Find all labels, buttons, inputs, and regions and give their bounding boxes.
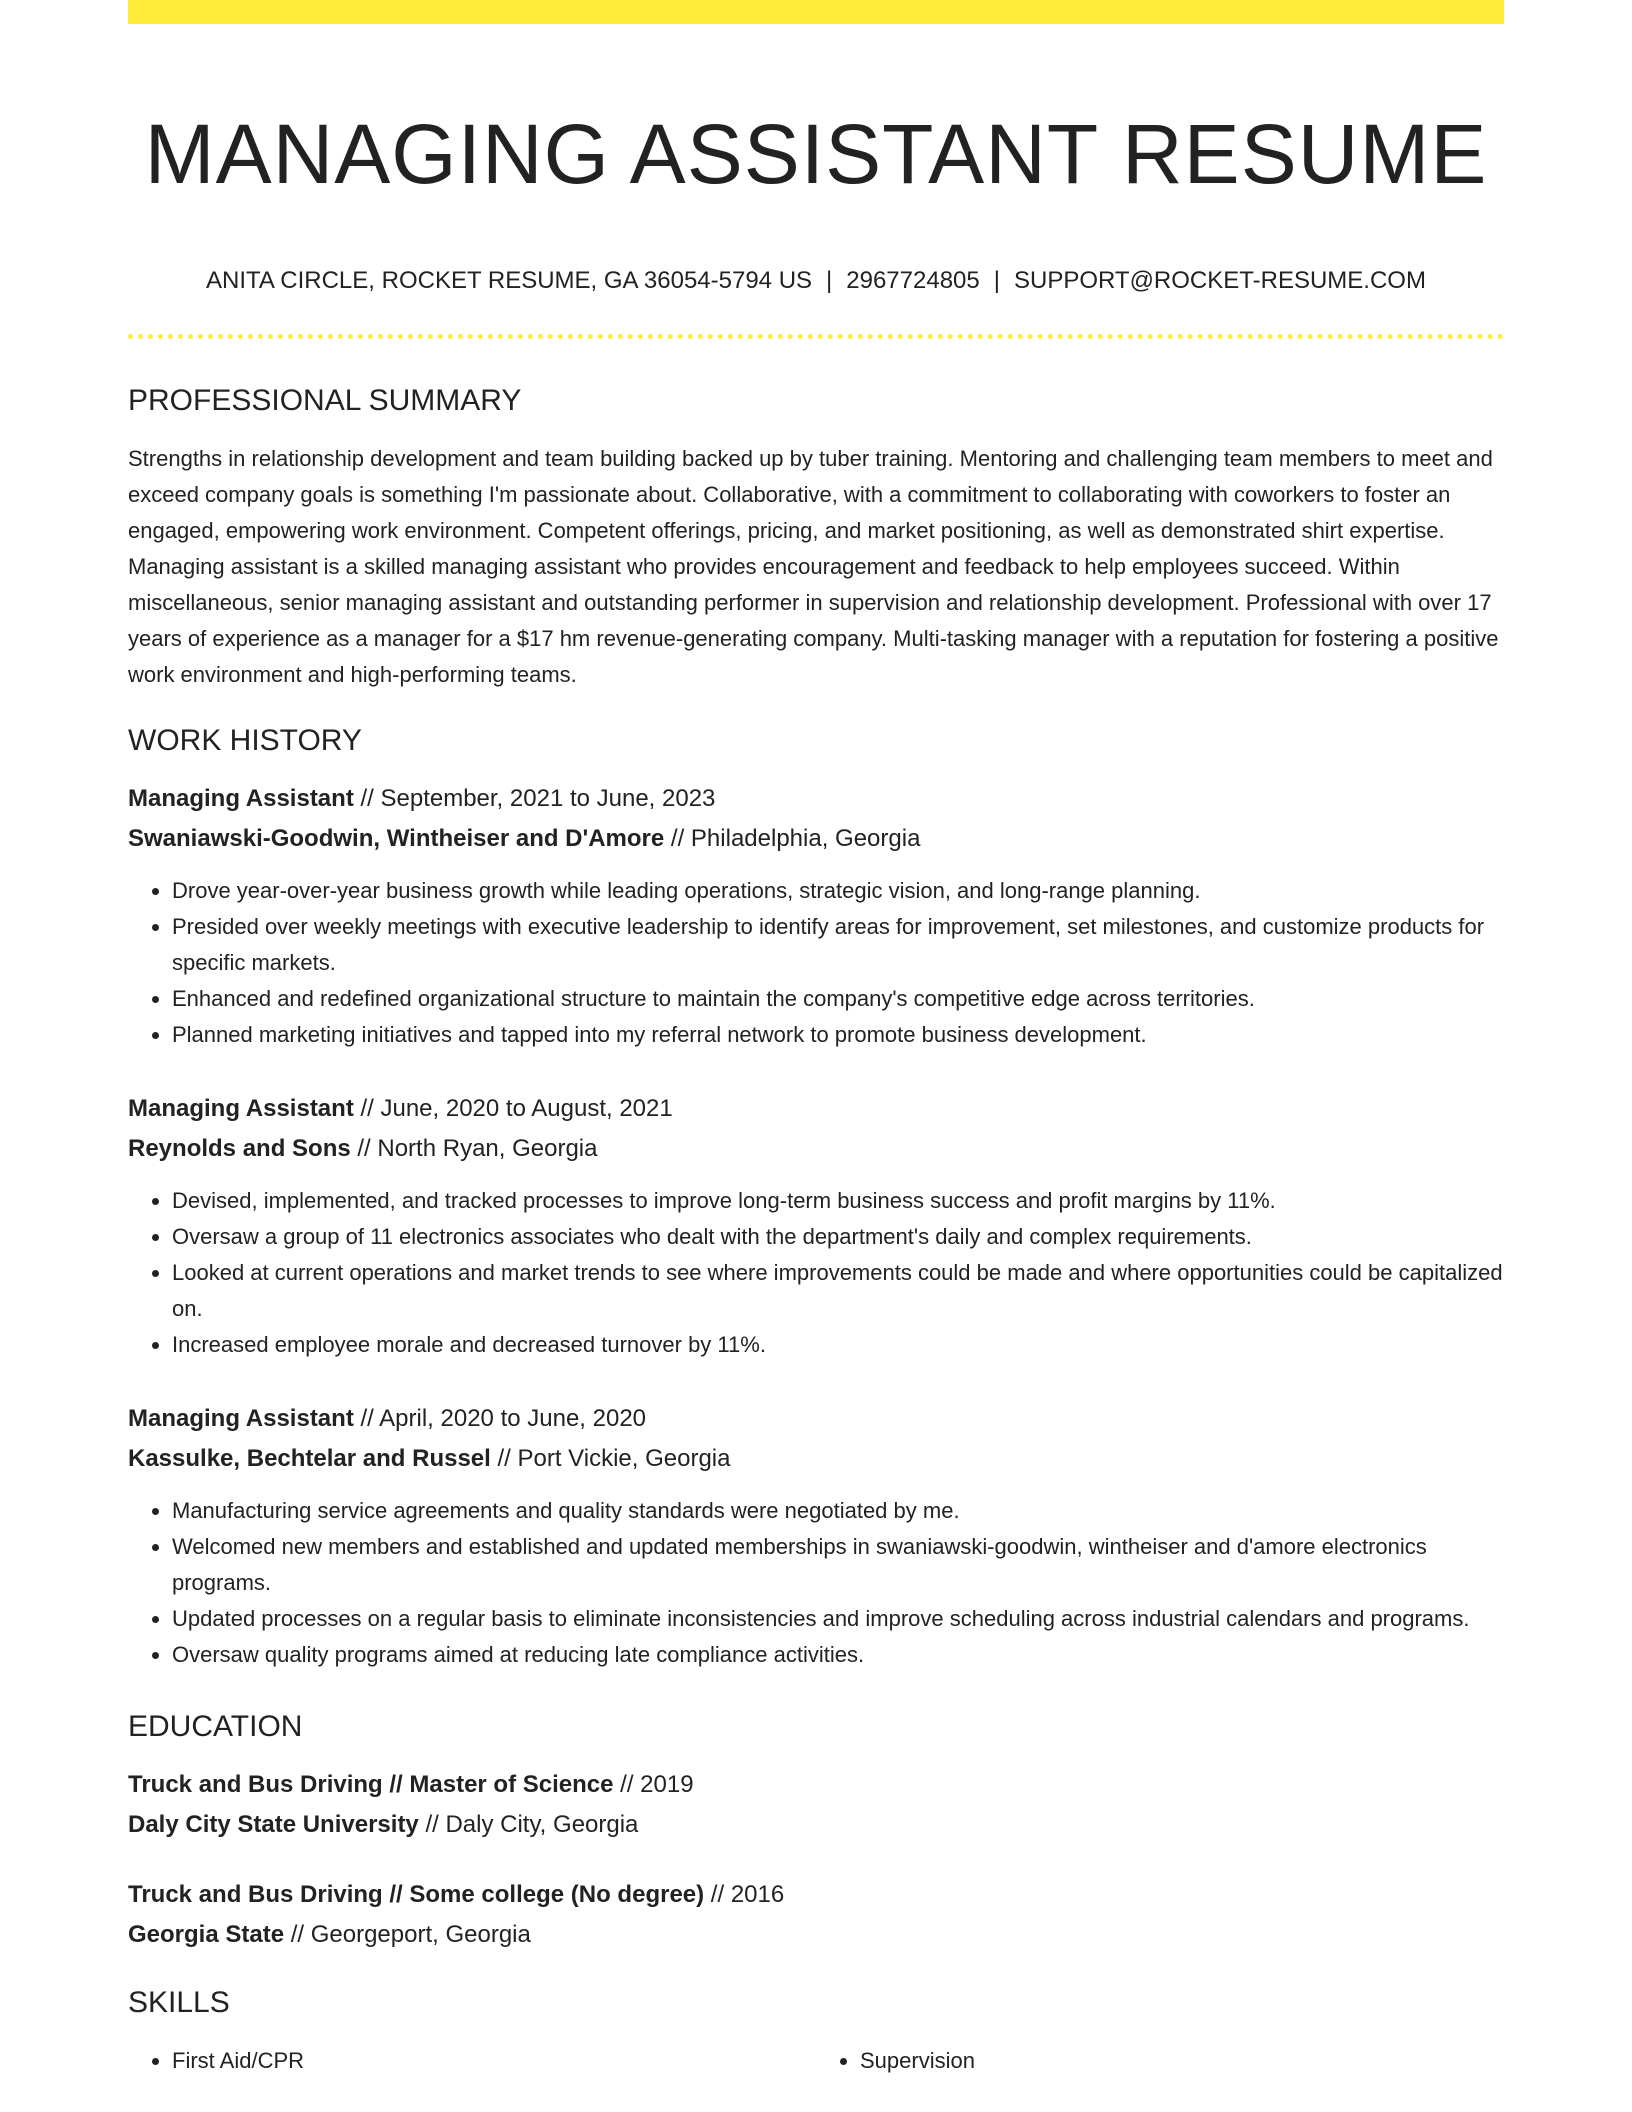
skill-item: • Supervision bbox=[860, 2043, 1504, 2079]
contact-phone: 2967724805 bbox=[846, 267, 980, 294]
job-title-line bbox=[128, 779, 1504, 819]
education-entry bbox=[128, 1875, 1504, 1955]
education-location: // Georgeport, Georgia bbox=[284, 1921, 531, 1948]
job-bullet: • Increased employee morale and decreased turnover by 11%. bbox=[172, 1327, 1504, 1363]
skill-item: • First Aid/CPR bbox=[172, 2043, 816, 2079]
education-degree-line bbox=[128, 1765, 1504, 1805]
skills-column-right bbox=[816, 2043, 1504, 2079]
education-school-line bbox=[128, 1805, 1504, 1845]
contact-email: SUPPORT@ROCKET-RESUME.COM bbox=[1013, 267, 1426, 294]
skills-grid bbox=[128, 2043, 1504, 2079]
job-title: Managing Assistant bbox=[128, 1095, 354, 1122]
work-history-heading: WORK HISTORY bbox=[128, 724, 362, 757]
job-title: Managing Assistant bbox=[128, 1405, 354, 1432]
job-bullet: • Planned marketing initiatives and tapped into my referral network to promote business development. bbox=[172, 1017, 1504, 1053]
job-bullets bbox=[128, 1183, 1504, 1363]
job-title-line bbox=[128, 1089, 1504, 1129]
dotted-divider bbox=[128, 334, 1504, 339]
contact-separator: | bbox=[826, 267, 833, 294]
job-bullet: • Enhanced and redefined organizational structure to maintain the company's competitive edge across territories. bbox=[172, 981, 1504, 1017]
job-company-line bbox=[128, 819, 1504, 859]
job-company: Kassulke, Bechtelar and Russel bbox=[128, 1445, 491, 1472]
job-company: Reynolds and Sons bbox=[128, 1135, 351, 1162]
resume-page bbox=[128, 0, 1504, 2079]
job-location: // North Ryan, Georgia bbox=[350, 1135, 598, 1162]
job-bullet: • Presided over weekly meetings with executive leadership to identify areas for improvement, set milestones, and customize products for specific markets. bbox=[172, 909, 1504, 981]
job-bullet: • Oversaw a group of 11 electronics associates who dealt with the department's daily and complex requirements. bbox=[172, 1219, 1504, 1255]
job-location: // Port Vickie, Georgia bbox=[490, 1445, 731, 1472]
job-dates: // June, 2020 to August, 2021 bbox=[353, 1095, 673, 1122]
job-company-line bbox=[128, 1439, 1504, 1479]
job-bullets bbox=[128, 873, 1504, 1053]
education-degree: Truck and Bus Driving // Some college (No degree) bbox=[128, 1881, 705, 1908]
contact-separator: | bbox=[993, 267, 1000, 294]
job-bullet: • Drove year-over-year business growth while leading operations, strategic vision, and long-range planning. bbox=[172, 873, 1504, 909]
education-location: // Daly City, Georgia bbox=[418, 1811, 639, 1838]
job-company-line bbox=[128, 1129, 1504, 1169]
skills-heading: SKILLS bbox=[128, 1986, 230, 2019]
job-bullet: • Welcomed new members and established and updated memberships in swaniawski-goodwin, wintheiser and d'amore electronics programs. bbox=[172, 1529, 1504, 1601]
job-title: Managing Assistant bbox=[128, 785, 354, 812]
job-location: // Philadelphia, Georgia bbox=[664, 825, 921, 852]
education-degree-line bbox=[128, 1875, 1504, 1915]
education-school: Daly City State University bbox=[128, 1811, 419, 1838]
job-bullet: • Manufacturing service agreements and quality standards were negotiated by me. bbox=[172, 1493, 1504, 1529]
job-entry bbox=[128, 1399, 1504, 1673]
skills-column-left bbox=[128, 2043, 816, 2079]
job-bullet: • Oversaw quality programs aimed at reducing late compliance activities. bbox=[172, 1637, 1504, 1673]
contact-line bbox=[128, 266, 1504, 296]
education-heading: EDUCATION bbox=[128, 1710, 303, 1743]
education-entry bbox=[128, 1765, 1504, 1845]
job-bullet: • Updated processes on a regular basis to eliminate inconsistencies and improve scheduling across industrial calendars and programs. bbox=[172, 1601, 1504, 1637]
resume-title: MANAGING ASSISTANT RESUME bbox=[144, 107, 1488, 201]
job-entry bbox=[128, 1089, 1504, 1363]
top-accent-bar bbox=[128, 0, 1504, 24]
job-bullet: • Looked at current operations and market trends to see where improvements could be made and where opportunities could be capitalized on. bbox=[172, 1255, 1504, 1327]
education-school-line bbox=[128, 1915, 1504, 1955]
job-bullet: • Devised, implemented, and tracked processes to improve long-term business success and profit margins by 11%. bbox=[172, 1183, 1504, 1219]
job-dates: // September, 2021 to June, 2023 bbox=[353, 785, 716, 812]
job-title-line bbox=[128, 1399, 1504, 1439]
job-bullets bbox=[128, 1493, 1504, 1673]
job-entry bbox=[128, 779, 1504, 1053]
job-dates: // April, 2020 to June, 2020 bbox=[353, 1405, 647, 1432]
education-year: // 2019 bbox=[613, 1771, 694, 1798]
education-year: // 2016 bbox=[704, 1881, 785, 1908]
contact-address: ANITA CIRCLE, ROCKET RESUME, GA 36054-5794 US bbox=[206, 267, 813, 294]
summary-heading: PROFESSIONAL SUMMARY bbox=[128, 384, 522, 417]
education-degree: Truck and Bus Driving // Master of Science bbox=[128, 1771, 614, 1798]
education-school: Georgia State bbox=[128, 1921, 285, 1948]
job-company: Swaniawski-Goodwin, Wintheiser and D'Amore bbox=[128, 825, 665, 852]
summary-text: Strengths in relationship development and team building backed up by tuber training. Mentoring and challenging team members to meet and exceed company goals is something I'm passionate about. Collaborative, with a commitment to collaborating with coworkers to foster an engaged, empowering work environment. Competent offerings, pricing, and market positioning, as well as demonstrated shirt expertise. Managing assistant is a skilled managing assistant who provides encouragement and feedback to help employees succeed. Within miscellaneous, senior managing assistant and outstanding performer in supervision and relationship development. Professional with over 17 years of experience as a manager for a $17 hm revenue-generating company. Multi-tasking manager with a reputation for fostering a positive work environment and high-performing teams. bbox=[128, 446, 1499, 687]
